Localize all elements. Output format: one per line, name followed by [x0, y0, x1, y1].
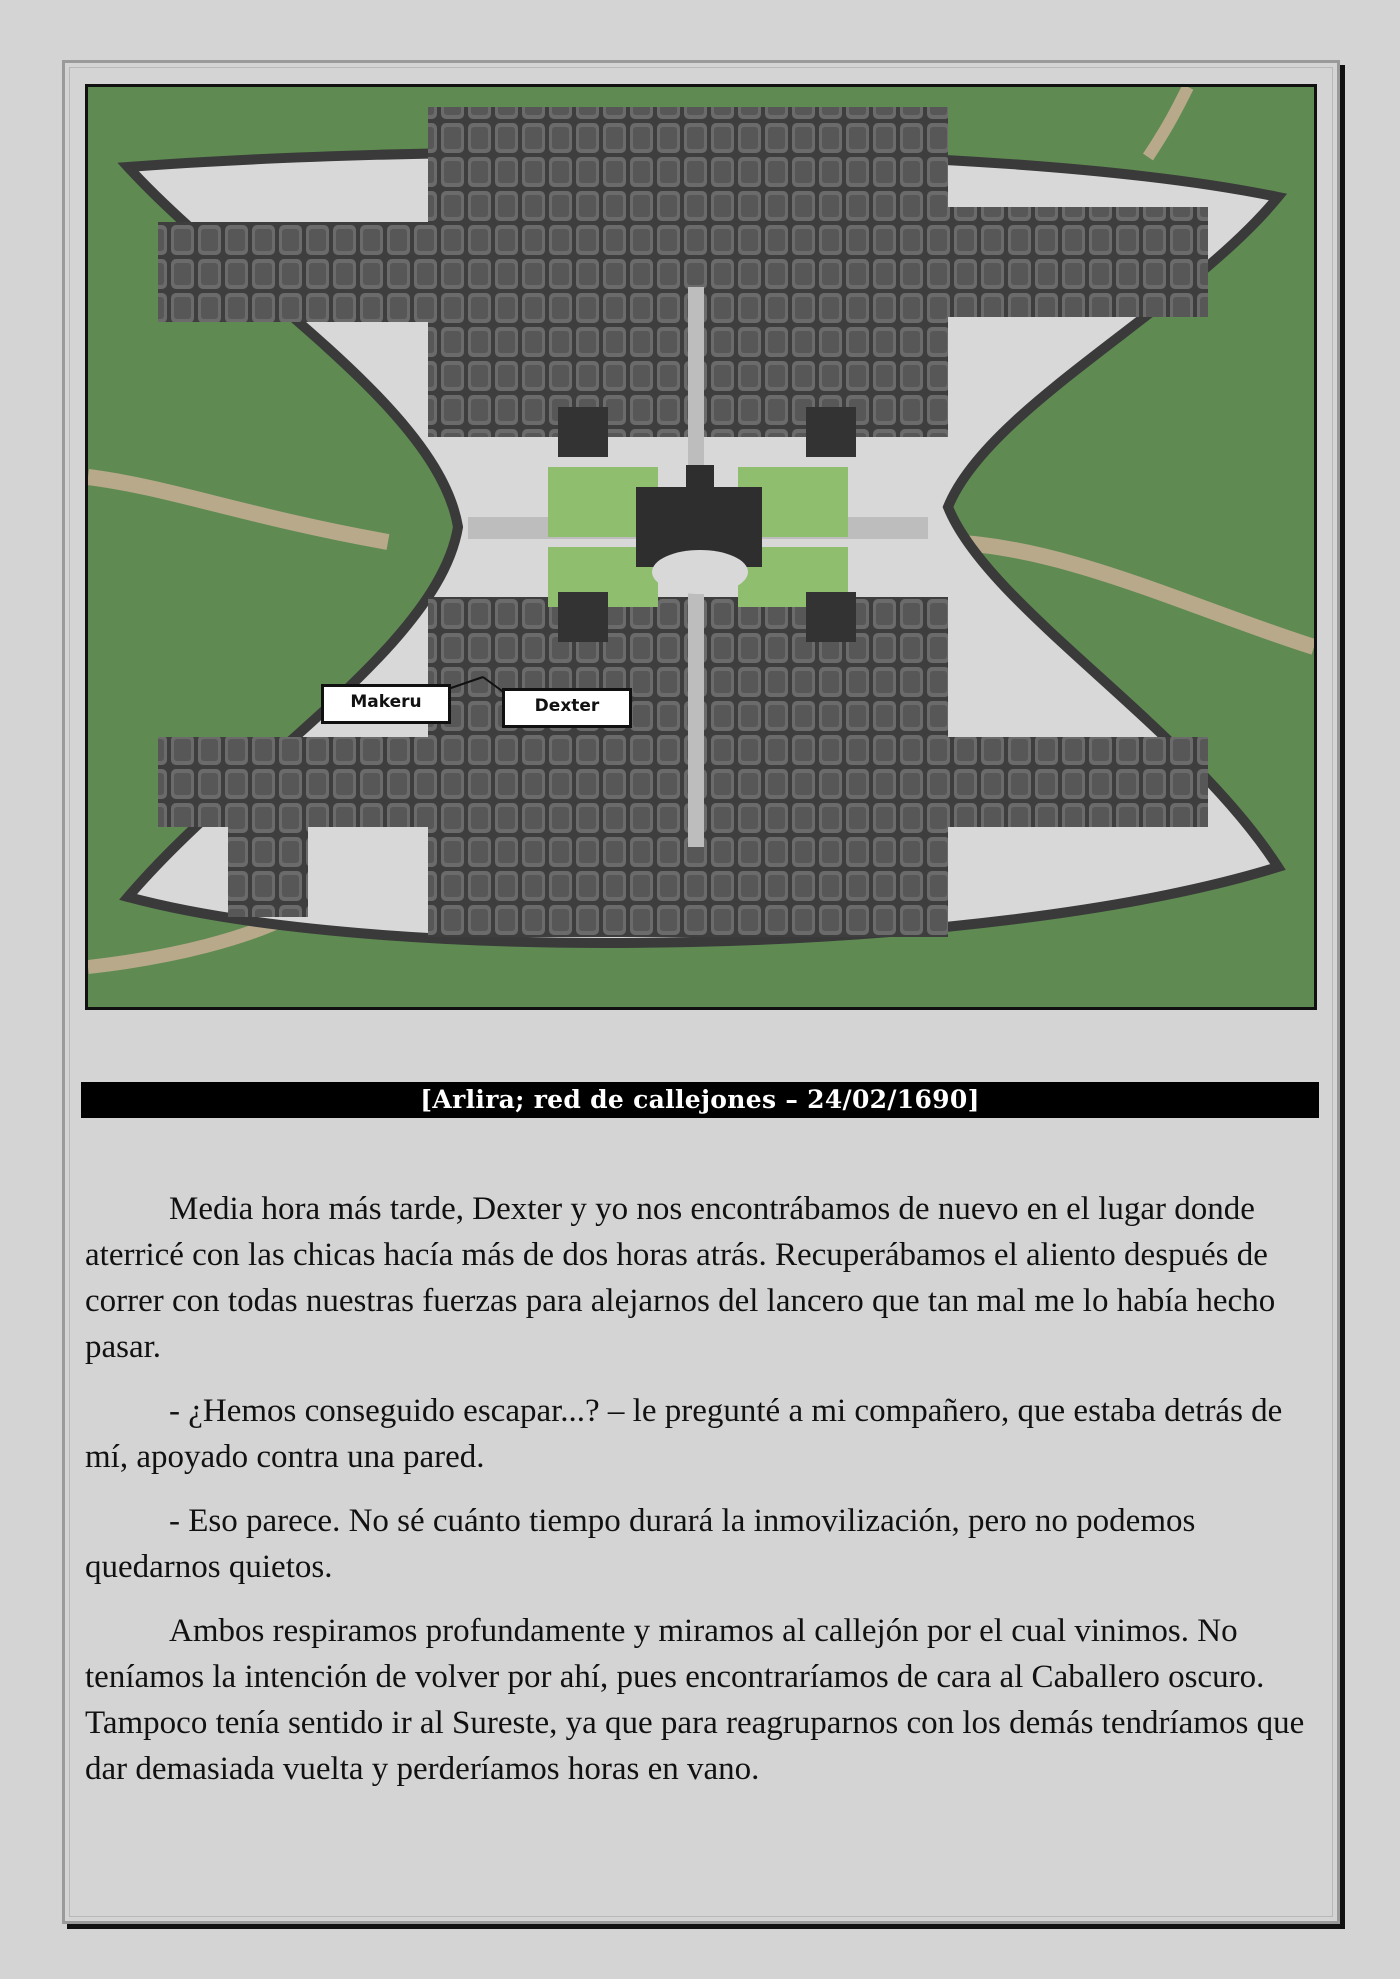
paragraph: - ¿Hemos conseguido escapar...? – le pregunté a mi compañero, que estaba detrás de mí, apoyado contra una pared.: [85, 1393, 1283, 1475]
paragraph: Media hora más tarde, Dexter y yo nos encontrábamos de nuevo en el lugar donde aterricé con las chicas hacía más de dos horas atrás. Recuperábamos el aliento después de correr con todas nuestras fuerzas para alejarnos del lancero que tan mal me lo había hecho pasar.: [85, 1191, 1276, 1365]
city-map: [85, 84, 1317, 1010]
city-map-illustration: [88, 87, 1314, 1007]
scene-caption: [Arlira; red de callejones – 24/02/1690]: [81, 1082, 1319, 1118]
paragraph: Ambos respiramos profundamente y miramos al callejón por el cual vinimos. No teníamos la intención de volver por ahí, pues encontraríamos de cara al Caballero oscuro. Tampoco tenía sentido ir al Sureste, ya que para reagruparnos con los demás tendríamos que dar demasiada vuelta y perderíamos horas en vano.: [85, 1613, 1305, 1787]
story-text: [85, 1186, 1317, 1810]
page-frame: [62, 60, 1340, 1924]
paragraph: - Eso parece. No sé cuánto tiempo durará la inmovilización, pero no podemos quedarnos quietos.: [85, 1503, 1196, 1585]
map-label-makeru: Makeru: [321, 684, 451, 724]
map-label-dexter: Dexter: [502, 688, 632, 728]
